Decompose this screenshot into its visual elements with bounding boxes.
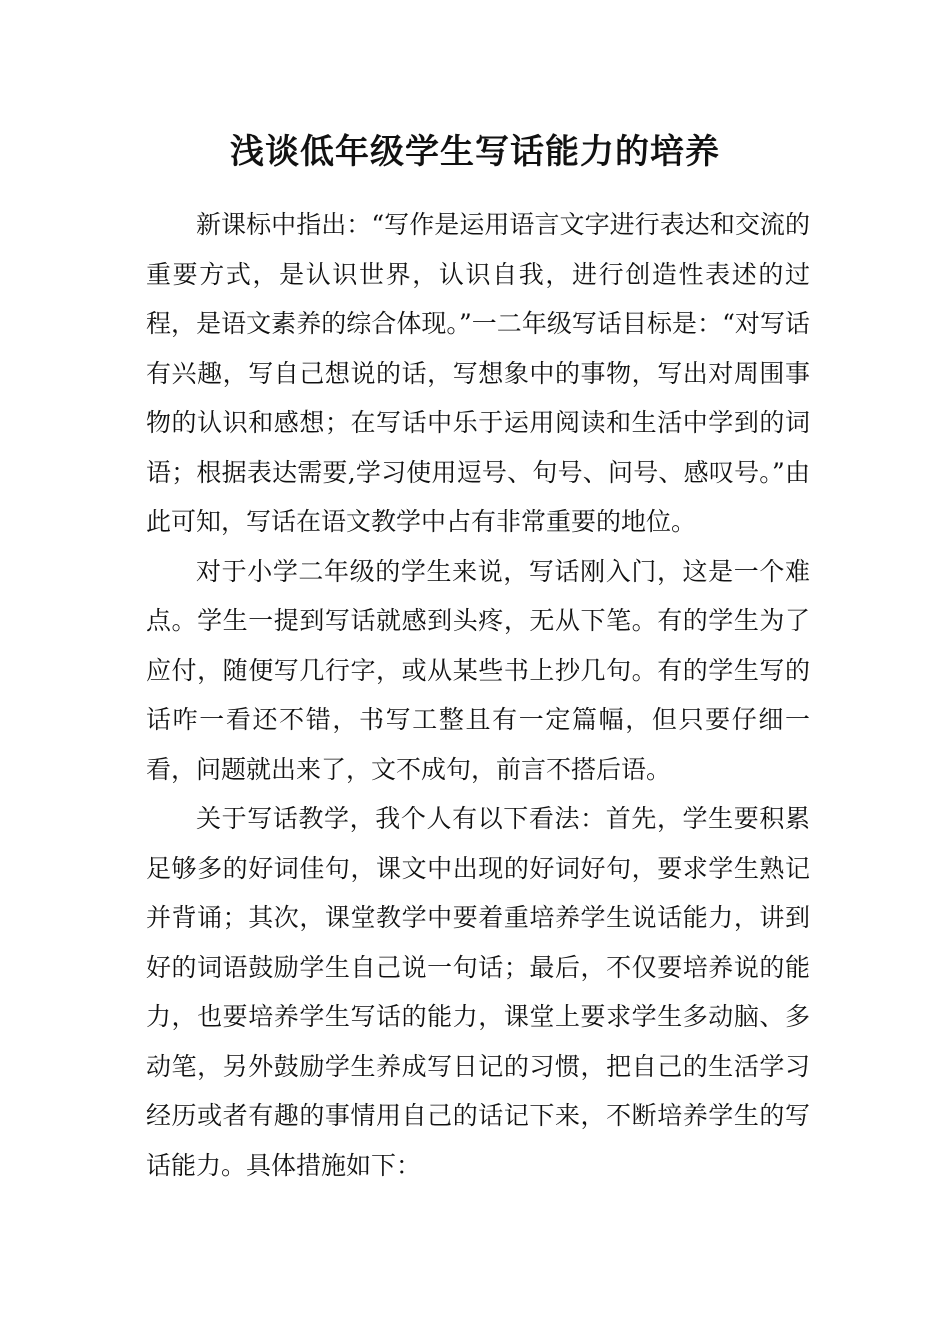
paragraph-2: 对于小学二年级的学生来说，写话刚入门，这是一个难点。学生一提到写话就感到头疼，无从下笔。有的学生为了应付，随便写几行字，或从某些书上抄几句。有的学生写的话咋一看还不错，书写工整且有一定篇幅，但只要仔细一看，问题就出来了，文不成句，前言不搭后语。 xyxy=(146,556,810,784)
document-body xyxy=(146,200,810,1190)
paragraph-3: 关于写话教学，我个人有以下看法：首先，学生要积累足够多的好词佳句，课文中出现的好词好句，要求学生熟记并背诵；其次，课堂教学中要着重培养学生说话能力，讲到好的词语鼓励学生自己说一句话；最后，不仅要培养说的能力，也要培养学生写话的能力，课堂上要求学生多动脑、多动笔，另外鼓励学生养成写日记的习惯，把自己的生活学习经历或者有趣的事情用自己的话记下来，不断培养学生的写话能力。具体措施如下： xyxy=(146,804,810,1180)
document-title: 浅谈低年级学生写话能力的培养 xyxy=(230,132,720,172)
paragraph-1: 新课标中指出：“写作是运用语言文字进行表达和交流的重要方式，是认识世界，认识自我，进行创造性表述的过程，是语文素养的综合体现。”一二年级写话目标是：“对写话有兴趣，写自己想说的话，写想象中的事物，写出对周围事物的认识和感想；在写话中乐于运用阅读和生活中学到的词语；根据表达需要,学习使用逗号、句号、问号、感叹号。”由此可知，写话在语文教学中占有非常重要的地位。 xyxy=(146,210,810,536)
